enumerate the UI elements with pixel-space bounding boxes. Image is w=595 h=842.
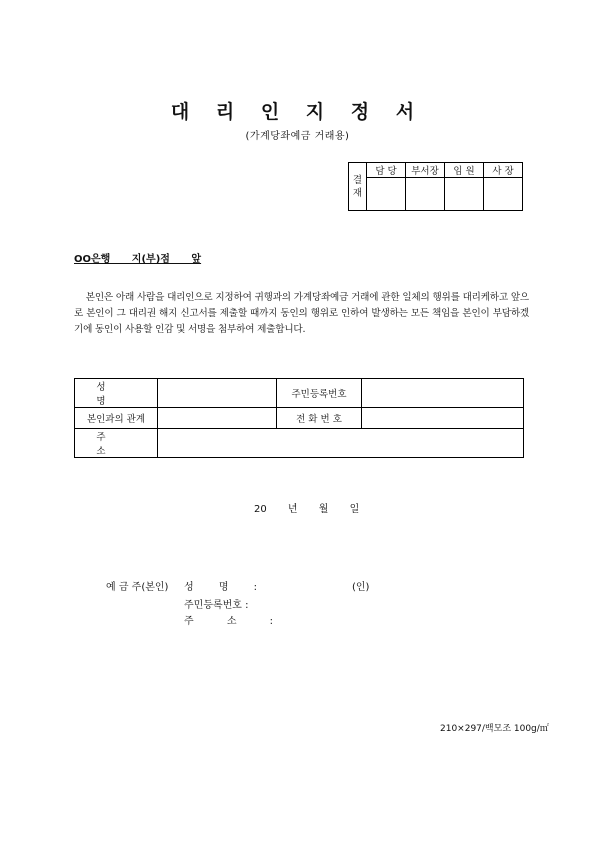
- phone-label: 전 화 번 호: [277, 408, 362, 429]
- relation-field[interactable]: [158, 408, 277, 429]
- bank-addressee: OO은행 지(부)점 앞: [74, 254, 202, 265]
- sig-name-label: 성 명 :: [184, 582, 258, 593]
- body-text: 본인은 아래 사람을 대리인으로 지정하여 귀행과의 가계당좌예금 거래에 관한 일체의 행위를 대리케하고 앞으로 본인이 그 대리권 해지 신고서를 제출할 때까지 동인의 행위로 인하여 발생하는 모든 책임을 본인이 부담하겠기에 동인이 사용할 인감 및 서명을 첨부하여 제출합니다.: [74, 292, 530, 335]
- approval-header-executive: 임 원: [445, 163, 484, 178]
- approval-sign-staff[interactable]: [367, 178, 406, 211]
- paper-spec: 210×297/백모조 100g/㎡: [440, 724, 549, 734]
- depositor-label: 예 금 주(본인): [106, 582, 169, 593]
- address-field[interactable]: [158, 429, 524, 458]
- approval-side-label: [349, 163, 367, 211]
- approval-header-manager: 부서장: [406, 163, 445, 178]
- name-label: 성 명: [75, 379, 158, 408]
- sig-address-field[interactable]: [255, 612, 455, 624]
- approval-box: [348, 162, 523, 211]
- document-title: 대 리 인 지 정 서: [170, 101, 425, 123]
- date-line: 20 년 월 일: [254, 504, 360, 515]
- sig-rrn-field[interactable]: [255, 596, 405, 608]
- seal-mark: (인): [352, 582, 370, 593]
- approval-side-char-2: 재: [352, 187, 363, 199]
- approval-sign-manager[interactable]: [406, 178, 445, 211]
- approval-sign-executive[interactable]: [445, 178, 484, 211]
- rrn-field[interactable]: [362, 379, 524, 408]
- name-field[interactable]: [158, 379, 277, 408]
- sig-address-label: 주 소 :: [184, 616, 274, 627]
- rrn-label: 주민등록번호: [277, 379, 362, 408]
- sig-rrn-label: 주민등록번호 :: [184, 600, 249, 611]
- body-paragraph: [74, 290, 529, 338]
- approval-header-staff: 담 당: [367, 163, 406, 178]
- sig-name-field[interactable]: [255, 578, 345, 590]
- phone-field[interactable]: [362, 408, 524, 429]
- address-label: 주 소: [75, 429, 158, 458]
- agent-info-table: [74, 378, 524, 458]
- approval-side-char-1: 결: [352, 174, 363, 186]
- relation-label: 본인과의 관계: [75, 408, 158, 429]
- approval-header-president: 사 장: [484, 163, 523, 178]
- document-subtitle: (가계당좌예금 거래용): [245, 131, 350, 142]
- approval-sign-president[interactable]: [484, 178, 523, 211]
